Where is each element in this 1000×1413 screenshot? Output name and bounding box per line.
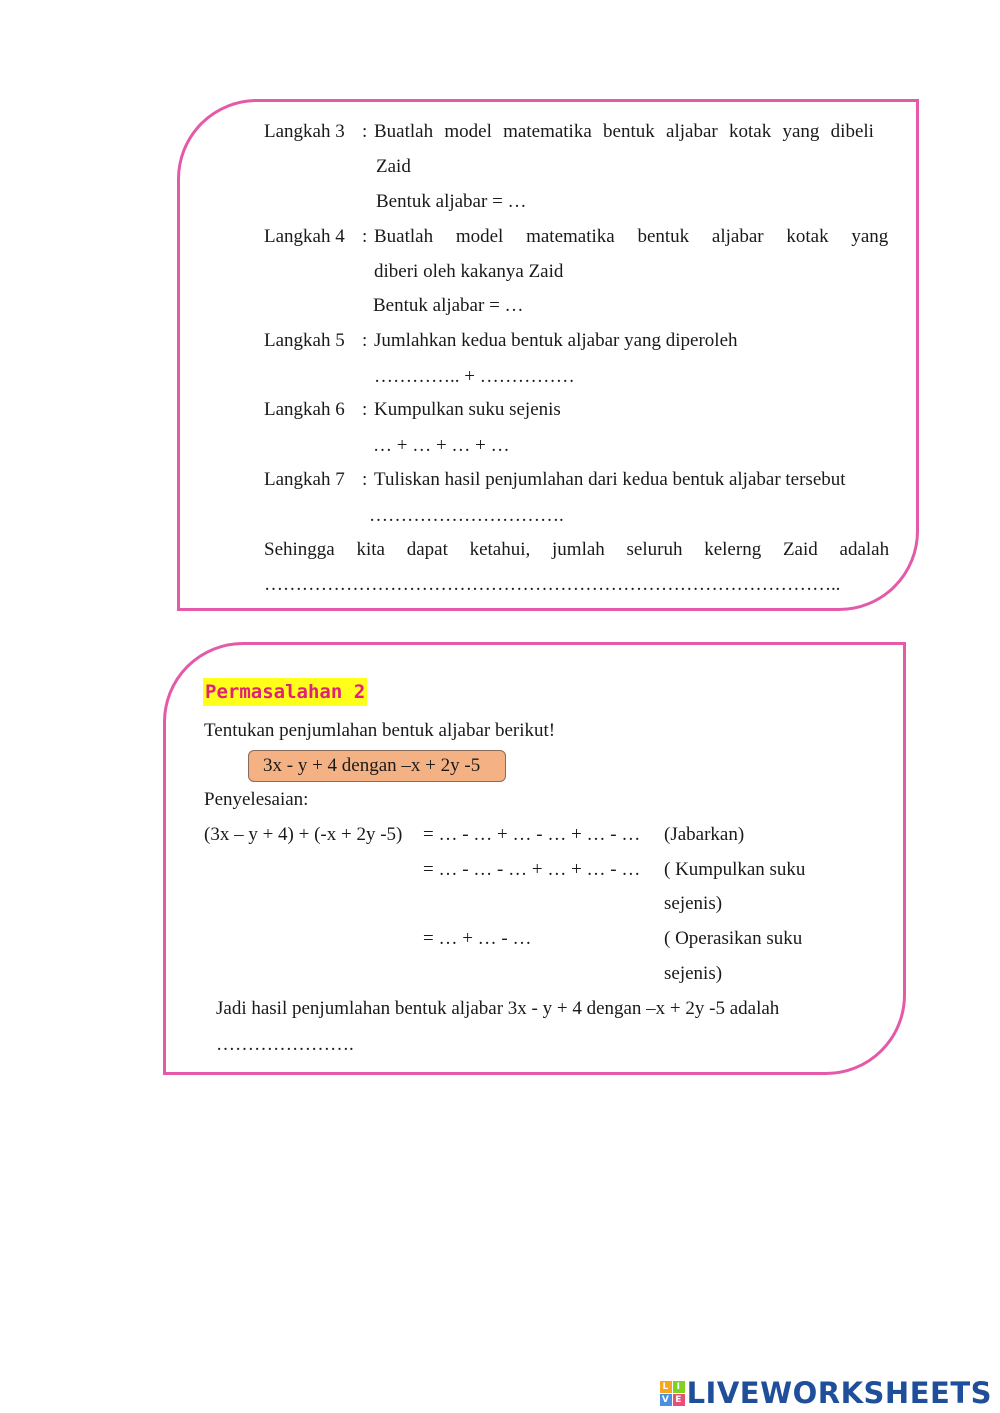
step-3-label: Langkah 3 xyxy=(264,121,345,142)
step-5-text: Jumlahkan kedua bentuk aljabar yang diperoleh xyxy=(374,330,738,351)
solution-row-3-eq[interactable]: = … + … - … xyxy=(423,928,532,949)
step-5-label: Langkah 5 xyxy=(264,330,345,351)
solution-row-1-note: (Jabarkan) xyxy=(664,824,745,845)
step-4-continuation: diberi oleh kakanya Zaid xyxy=(374,261,564,282)
problem-2-instruction: Tentukan penjumlahan bentuk aljabar berikut! xyxy=(204,720,556,741)
step-3-word: bentuk xyxy=(603,121,655,142)
step-3-continuation: Zaid xyxy=(376,156,411,177)
solution-row-1-eq[interactable]: = … - … + … - … + … - … xyxy=(423,824,641,845)
step-3-word: model xyxy=(444,121,492,142)
solution-row-2-note: ( Kumpulkan suku xyxy=(664,859,806,880)
step-6-blank[interactable]: … + … + … + … xyxy=(373,435,510,456)
step-7-label: Langkah 7 xyxy=(264,469,345,490)
solution-row-3-note: ( Operasikan suku xyxy=(664,928,803,949)
logo-mark-icon xyxy=(660,1381,685,1406)
step-3-word: Buatlah xyxy=(374,121,434,142)
step-3-word: matematika xyxy=(503,121,592,142)
step-4-label: Langkah 4 xyxy=(264,226,345,247)
logo-mark-letter: L xyxy=(660,1381,672,1393)
solution-lhs: (3x – y + 4) + (-x + 2y -5) xyxy=(204,824,403,845)
step-3-word: yang xyxy=(782,121,820,142)
step-6-text: Kumpulkan suku sejenis xyxy=(374,399,561,420)
step-3-colon: : xyxy=(362,121,368,142)
problem-2-conclusion: Jadi hasil penjumlahan bentuk aljabar 3x - y + 4 dengan –x + 2y -5 adalah xyxy=(216,998,780,1019)
conclusion-1-blank[interactable]: ……………………………………………………………………………….. xyxy=(264,574,841,595)
step-5-blank[interactable]: ………….. + …………… xyxy=(374,366,575,387)
step-7-colon: : xyxy=(362,469,368,490)
logo-mark-letter: V xyxy=(660,1394,672,1406)
step-3-word: dibeli xyxy=(830,121,874,142)
step-6-label: Langkah 6 xyxy=(264,399,345,420)
logo-text: LIVEWORKSHEETS xyxy=(686,1376,992,1410)
conclusion-1-text: Sehingga kita dapat ketahui, jumlah seluruh kelerng Zaid adalah xyxy=(264,539,890,560)
step-3-text xyxy=(374,121,874,143)
problem-2-heading: Permasalahan 2 xyxy=(203,678,367,706)
step-6-colon: : xyxy=(362,399,368,420)
step-3-word: aljabar xyxy=(666,121,718,142)
liveworksheets-logo xyxy=(660,1376,992,1410)
step-4-answer: Bentuk aljabar = … xyxy=(373,295,524,316)
solution-label: Penyelesaian: xyxy=(204,789,309,810)
step-4-colon: : xyxy=(362,226,368,247)
step-4-text: Buatlah model matematika bentuk aljabar kotak yang xyxy=(374,226,889,247)
logo-mark-letter: E xyxy=(673,1394,685,1406)
expression-box: 3x - y + 4 dengan –x + 2y -5 xyxy=(248,750,506,782)
logo-mark-letter: I xyxy=(673,1381,685,1393)
steps-panel xyxy=(177,99,919,611)
step-7-blank[interactable]: …………………………. xyxy=(369,505,564,526)
problem-2-conclusion-blank[interactable]: …………………. xyxy=(216,1034,354,1055)
step-5-colon: : xyxy=(362,330,368,351)
solution-row-2-eq[interactable]: = … - … - … + … + … - … xyxy=(423,859,641,880)
solution-row-2-note-cont: sejenis) xyxy=(664,893,723,914)
step-7-text: Tuliskan hasil penjumlahan dari kedua bentuk aljabar tersebut xyxy=(374,469,846,490)
step-3-answer: Bentuk aljabar = … xyxy=(376,191,527,212)
solution-row-3-note-cont: sejenis) xyxy=(664,963,723,984)
step-3-word: kotak xyxy=(728,121,772,142)
